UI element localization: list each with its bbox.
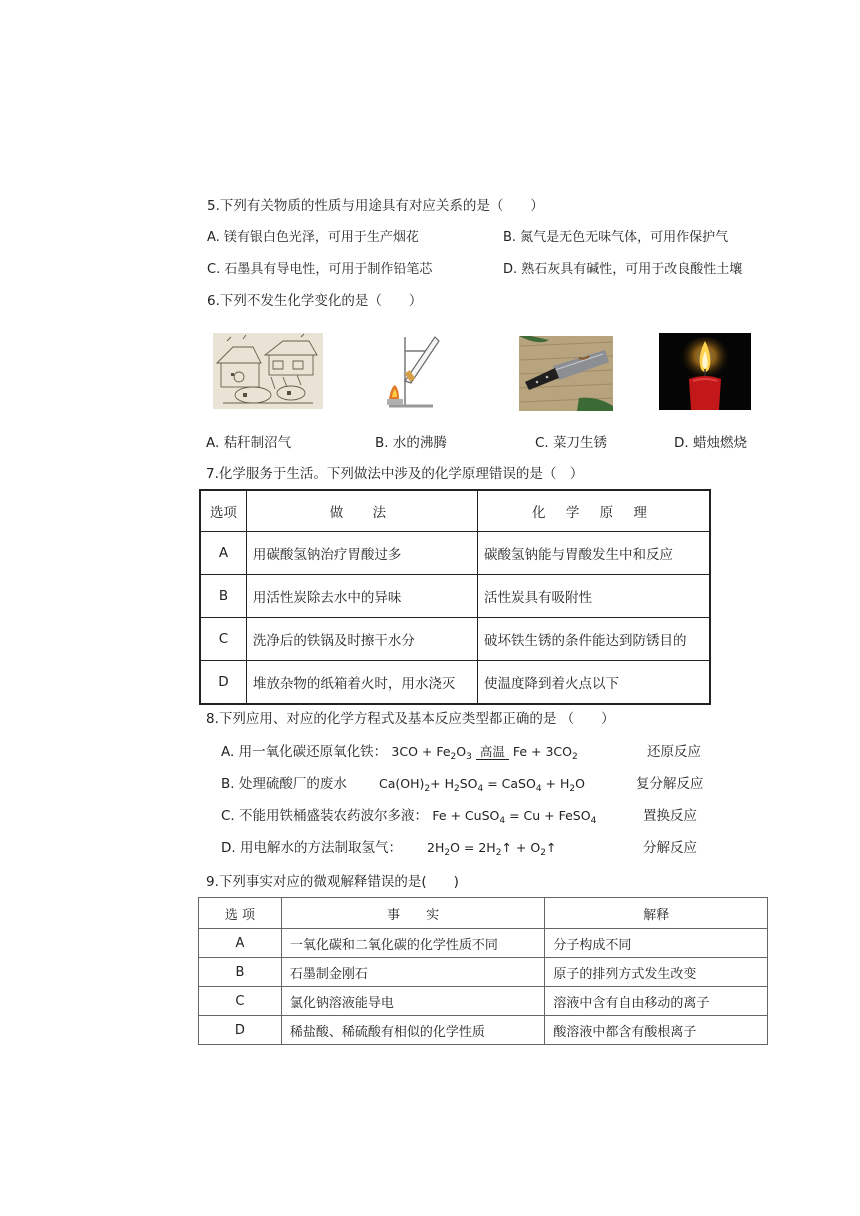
- q8-a-desc: A. 用一氧化碳还原氧化铁：: [221, 744, 388, 760]
- row-explanation: 溶液中含有自由移动的离子: [545, 987, 768, 1016]
- q6-caption-b: B. 水的沸腾: [375, 435, 447, 451]
- q8-d-desc: D. 用电解水的方法制取氢气：: [221, 840, 402, 856]
- header-fact: 事 实: [281, 898, 545, 929]
- q8-c-type: 置换反应: [643, 808, 697, 824]
- q6-caption-d: D. 蜡烛燃烧: [674, 435, 747, 451]
- eq-sub: 2: [453, 784, 460, 794]
- rusty-knife-image: [519, 336, 613, 411]
- row-explanation: 原子的排列方式发生改变: [545, 958, 768, 987]
- q8-c-equation: [432, 808, 597, 826]
- eq-sub: 2: [444, 848, 451, 858]
- q5-option-b: B. 氮气是无色无味气体，可用作保护气: [503, 230, 729, 245]
- table-row: [200, 661, 710, 705]
- eq-part: + H: [430, 776, 454, 791]
- table-row: [200, 575, 710, 618]
- q8-b-equation: [379, 775, 585, 793]
- gas-arrow: ↑: [501, 840, 512, 855]
- row-option: C: [200, 618, 246, 661]
- eq-part: + O: [511, 840, 541, 855]
- q8-option-b: [221, 775, 347, 793]
- eq-part: SO: [459, 776, 478, 791]
- table-row: [200, 618, 710, 661]
- row-method: 堆放杂物的纸箱着火时，用水浇灭: [246, 661, 477, 705]
- row-option: A: [200, 532, 246, 575]
- row-method: 用活性炭除去水中的异味: [246, 575, 477, 618]
- header-option: 选项: [200, 490, 246, 532]
- row-fact: 一氧化碳和二氧化碳的化学性质不同: [281, 929, 545, 958]
- row-option: C: [199, 987, 282, 1016]
- q5-option-c: C. 石墨具有导电性，可用于制作铅笔芯: [207, 262, 433, 277]
- q8-a-equation: [391, 744, 578, 762]
- q9-stem: 9.下列事实对应的微观解释错误的是( ): [206, 874, 459, 890]
- row-option: A: [199, 929, 282, 958]
- eq-sub: 2: [540, 848, 546, 858]
- q5-option-a: A. 镁有银白色光泽，可用于生产烟花: [207, 230, 419, 245]
- row-option: B: [199, 958, 282, 987]
- eq-part: Fe + 3CO: [512, 744, 572, 759]
- table-row: [199, 958, 768, 987]
- header-principle: 化 学 原 理: [477, 490, 710, 532]
- eq-part: + H: [541, 776, 570, 791]
- row-fact: 石墨制金刚石: [281, 958, 545, 987]
- burning-candle-image: [659, 333, 751, 410]
- row-explanation: 分子构成不同: [545, 929, 768, 958]
- header-explanation: 解释: [545, 898, 768, 929]
- row-fact: 氯化钠溶液能导电: [281, 987, 545, 1016]
- q8-d-type: 分解反应: [643, 840, 697, 856]
- table-header-row: [200, 490, 710, 532]
- q8-b-type: 复分解反应: [636, 776, 704, 792]
- q8-option-a: [221, 743, 578, 761]
- row-option: D: [200, 661, 246, 705]
- boiling-water-image: [377, 331, 449, 411]
- table-row: [199, 929, 768, 958]
- eq-part: 2H: [427, 840, 445, 855]
- header-option: 选 项: [199, 898, 282, 929]
- straw-biogas-image: [213, 333, 323, 409]
- q5-option-d: D. 熟石灰具有碱性，可用于改良酸性土壤: [503, 262, 743, 277]
- table-row: [200, 532, 710, 575]
- row-option: D: [199, 1016, 282, 1045]
- eq-sub: 4: [535, 784, 542, 794]
- table-header-row: [199, 898, 768, 929]
- eq-part: O = 2H: [450, 840, 496, 855]
- eq-part: Fe + CuSO: [432, 808, 500, 823]
- eq-sub: 4: [499, 816, 506, 826]
- eq-sub: 2: [495, 848, 502, 858]
- eq-part: = Cu + FeSO: [505, 808, 591, 823]
- q8-option-d: [221, 839, 402, 857]
- eq-part: = CaSO: [483, 776, 536, 791]
- q8-a-type: 还原反应: [647, 744, 701, 760]
- eq-part: 3CO + Fe: [391, 744, 451, 759]
- row-method: 用碳酸氢钠治疗胃酸过多: [246, 532, 477, 575]
- header-method: 做 法: [246, 490, 477, 532]
- gas-arrow: ↑: [545, 840, 557, 855]
- q8-stem: 8.下列应用、对应的化学方程式及基本反应类型都正确的是 （ ）: [206, 711, 615, 727]
- eq-sub: 2: [424, 784, 431, 794]
- eq-sub: 2: [450, 752, 457, 762]
- row-explanation: 酸溶液中都含有酸根离子: [545, 1016, 768, 1045]
- row-principle: 活性炭具有吸附性: [477, 575, 710, 618]
- eq-sub: 4: [477, 784, 484, 794]
- condition-high-temp: 高温: [476, 743, 509, 761]
- eq-part: Ca(OH): [379, 776, 425, 791]
- q8-option-c: [221, 807, 596, 825]
- row-principle: 碳酸氢钠能与胃酸发生中和反应: [477, 532, 710, 575]
- row-fact: 稀盐酸、稀硫酸有相似的化学性质: [281, 1016, 545, 1045]
- eq-part: O: [456, 744, 467, 759]
- q6-stem: 6.下列不发生化学变化的是（ ）: [207, 293, 423, 309]
- q7-stem: 7.化学服务于生活。下列做法中涉及的化学原理错误的是（ ）: [206, 466, 584, 482]
- row-principle: 使温度降到着火点以下: [477, 661, 710, 705]
- row-option: B: [200, 575, 246, 618]
- table-row: [199, 1016, 768, 1045]
- q7-table: [199, 489, 711, 705]
- table-row: [199, 987, 768, 1016]
- q6-caption-c: C. 菜刀生锈: [535, 435, 608, 451]
- eq-sub: 2: [571, 752, 578, 762]
- q5-stem: 5.下列有关物质的性质与用途具有对应关系的是（ ）: [207, 198, 544, 214]
- q9-table: [198, 897, 768, 1045]
- q8-c-desc: C. 不能用铁桶盛装农药波尔多液：: [221, 808, 429, 824]
- row-method: 洗净后的铁锅及时擦干水分: [246, 618, 477, 661]
- q8-d-equation: [427, 839, 556, 857]
- eq-part: O: [575, 776, 585, 791]
- eq-sub: 3: [466, 752, 472, 762]
- eq-sub: 4: [590, 816, 597, 826]
- row-principle: 破坏铁生锈的条件能达到防锈目的: [477, 618, 710, 661]
- q8-b-desc: B. 处理硫酸厂的废水: [221, 776, 347, 792]
- eq-sub: 2: [569, 784, 576, 794]
- q6-caption-a: A. 秸秆制沼气: [206, 435, 292, 451]
